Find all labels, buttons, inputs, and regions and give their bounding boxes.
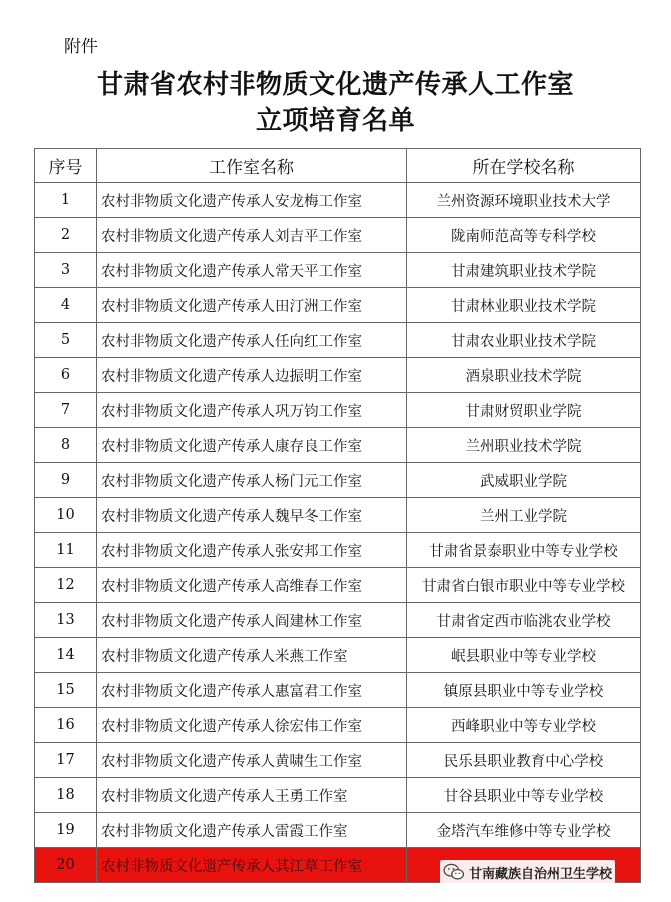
table-row [35,673,641,708]
attachment-label: 附件 [64,37,98,57]
row-studio-name: 农村非物质文化遗产传承人康存良工作室 [97,428,407,463]
account-watermark [440,860,615,884]
table-row [35,638,641,673]
row-studio-name: 农村非物质文化遗产传承人其江草工作室 [97,848,407,883]
table-header-row [35,149,641,183]
row-number: 19 [35,813,97,848]
document-subtitle: 立项培育名单 [255,106,415,136]
row-school-name: 甘肃林业职业技术学院 [407,288,641,323]
row-school-name: 兰州工业学院 [407,498,641,533]
row-number: 12 [35,568,97,603]
table-row [35,743,641,778]
row-school-name: 甘肃财贸职业学院 [407,393,641,428]
row-school-name: 民乐县职业教育中心学校 [407,743,641,778]
row-number: 2 [35,218,97,253]
row-studio-name: 农村非物质文化遗产传承人边振明工作室 [97,358,407,393]
row-school-name: 甘肃省景泰职业中等专业学校 [407,533,641,568]
table-row [35,708,641,743]
table-row [35,533,641,568]
row-school-name: 甘肃省定西市临洮农业学校 [407,603,641,638]
row-school-name: 陇南师范高等专科学校 [407,218,641,253]
row-studio-name: 农村非物质文化遗产传承人安龙梅工作室 [97,183,407,218]
roster-table-body [35,183,641,883]
column-header-school-name: 所在学校名称 [407,149,641,183]
row-number: 10 [35,498,97,533]
row-studio-name: 农村非物质文化遗产传承人黄啸生工作室 [97,743,407,778]
table-row [35,253,641,288]
table-row [35,393,641,428]
row-studio-name: 农村非物质文化遗产传承人田汀洲工作室 [97,288,407,323]
table-row [35,778,641,813]
row-studio-name: 农村非物质文化遗产传承人魏早冬工作室 [97,498,407,533]
row-school-name: 甘肃省白银市职业中等专业学校 [407,568,641,603]
table-row [35,603,641,638]
watermark-text: 甘南藏族自治州卫生学校 [469,866,613,882]
roster-table [34,148,641,883]
row-number: 17 [35,743,97,778]
row-number: 14 [35,638,97,673]
row-number: 9 [35,463,97,498]
row-number: 8 [35,428,97,463]
row-studio-name: 农村非物质文化遗产传承人阎建林工作室 [97,603,407,638]
row-studio-name: 农村非物质文化遗产传承人张安邦工作室 [97,533,407,568]
row-studio-name: 农村非物质文化遗产传承人徐宏伟工作室 [97,708,407,743]
row-studio-name: 农村非物质文化遗产传承人任向红工作室 [97,323,407,358]
table-row [35,498,641,533]
row-number: 1 [35,183,97,218]
row-studio-name: 农村非物质文化遗产传承人杨门元工作室 [97,463,407,498]
table-row [35,463,641,498]
row-school-name: 兰州职业技术学院 [407,428,641,463]
table-row [35,288,641,323]
row-studio-name: 农村非物质文化遗产传承人高维春工作室 [97,568,407,603]
row-studio-name: 农村非物质文化遗产传承人王勇工作室 [97,778,407,813]
row-number: 16 [35,708,97,743]
row-number: 3 [35,253,97,288]
row-school-name: 金塔汽车维修中等专业学校 [407,813,641,848]
wechat-icon [443,863,465,881]
row-school-name: 镇原县职业中等专业学校 [407,673,641,708]
row-number: 6 [35,358,97,393]
table-row [35,183,641,218]
column-header-studio-name: 工作室名称 [97,149,407,183]
row-school-name: 西峰职业中等专业学校 [407,708,641,743]
row-school-name: 武威职业学院 [407,463,641,498]
row-studio-name: 农村非物质文化遗产传承人刘吉平工作室 [97,218,407,253]
table-row [35,568,641,603]
row-school-name: 甘谷县职业中等专业学校 [407,778,641,813]
table-row [35,813,641,848]
row-studio-name: 农村非物质文化遗产传承人米燕工作室 [97,638,407,673]
row-number: 15 [35,673,97,708]
row-number: 11 [35,533,97,568]
row-number: 20 [35,848,97,883]
row-school-name: 甘肃农业职业技术学院 [407,323,641,358]
row-studio-name: 农村非物质文化遗产传承人巩万钧工作室 [97,393,407,428]
row-studio-name: 农村非物质文化遗产传承人惠富君工作室 [97,673,407,708]
row-school-name: 甘肃建筑职业技术学院 [407,253,641,288]
row-school-name: 酒泉职业技术学院 [407,358,641,393]
row-number: 4 [35,288,97,323]
row-number: 13 [35,603,97,638]
row-number: 5 [35,323,97,358]
table-row [35,218,641,253]
table-row [35,358,641,393]
row-school-name: 岷县职业中等专业学校 [407,638,641,673]
table-row [35,428,641,463]
row-number: 18 [35,778,97,813]
table-row [35,323,641,358]
row-studio-name: 农村非物质文化遗产传承人雷霞工作室 [97,813,407,848]
row-school-name: 兰州资源环境职业技术大学 [407,183,641,218]
row-number: 7 [35,393,97,428]
document-title: 甘肃省农村非物质文化遗产传承人工作室 [96,70,574,100]
row-studio-name: 农村非物质文化遗产传承人常天平工作室 [97,253,407,288]
column-header-number: 序号 [35,149,97,183]
